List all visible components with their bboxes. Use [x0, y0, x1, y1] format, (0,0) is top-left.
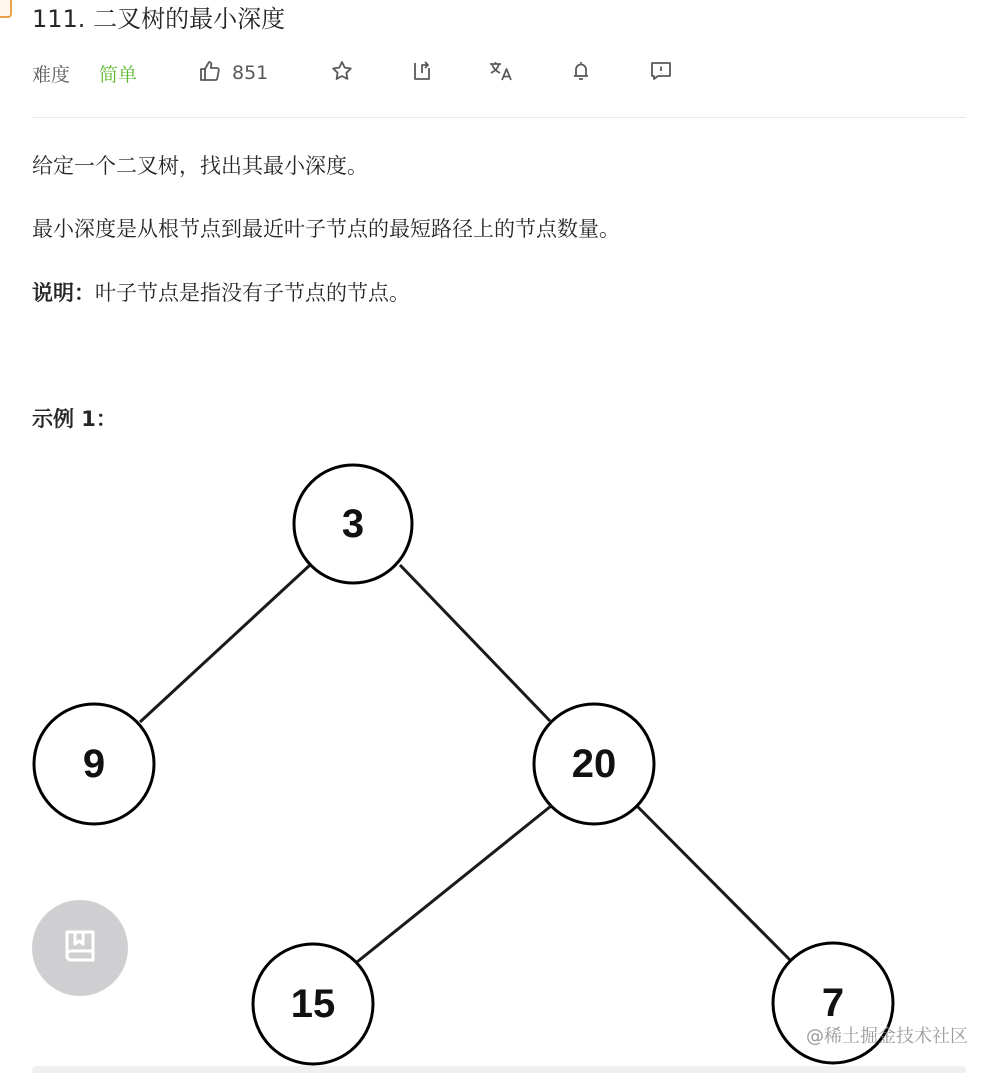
edge-3-9 — [140, 565, 310, 722]
difficulty-label: 难度 — [32, 63, 71, 86]
difficulty-value: 简单 — [99, 63, 138, 86]
problem-title: 111. 二叉树的最小深度 — [32, 5, 286, 33]
note-label: 说明： — [32, 281, 95, 305]
example-title: 示例 1： — [32, 407, 117, 431]
edge-20-15 — [357, 806, 551, 962]
description-paragraph-1: 给定一个二叉树，找出其最小深度。 — [32, 154, 368, 178]
svg-text:3: 3 — [341, 502, 365, 546]
edge-20-7 — [637, 806, 792, 962]
share-icon — [410, 59, 434, 88]
example-tree-diagram — [0, 440, 996, 1073]
thumbs-up-icon — [198, 59, 222, 88]
star-icon — [330, 59, 354, 88]
header-divider — [32, 117, 966, 118]
edge-3-20 — [400, 565, 550, 721]
translate-button[interactable] — [486, 56, 516, 90]
like-count: 851 — [232, 62, 269, 84]
star-button[interactable] — [327, 56, 357, 90]
share-button[interactable] — [407, 56, 437, 90]
bottom-panel-edge — [32, 1066, 966, 1073]
svg-text:9: 9 — [82, 742, 106, 786]
svg-text:7: 7 — [821, 981, 845, 1025]
tree-node-right-left — [253, 944, 373, 1064]
bell-icon — [569, 59, 593, 88]
corner-badge — [0, 0, 12, 18]
translate-icon — [488, 59, 514, 88]
tree-node-right — [534, 704, 654, 824]
notes-floating-button[interactable] — [32, 900, 128, 996]
feedback-icon — [649, 59, 673, 88]
feedback-button[interactable] — [646, 56, 676, 90]
svg-text:15: 15 — [290, 982, 336, 1026]
like-button[interactable] — [198, 56, 268, 90]
description-note — [32, 277, 410, 309]
note-text: 叶子节点是指没有子节点的节点。 — [95, 281, 410, 305]
tree-node-left — [34, 704, 154, 824]
description-paragraph-2: 最小深度是从根节点到最近叶子节点的最短路径上的节点数量。 — [32, 217, 620, 241]
svg-text:20: 20 — [571, 742, 617, 786]
watermark: @稀土掘金技术社区 — [806, 1026, 968, 1047]
tree-node-root — [294, 465, 412, 583]
bell-button[interactable] — [566, 56, 596, 90]
problem-meta-row — [32, 56, 972, 90]
notebook-icon — [63, 928, 97, 968]
